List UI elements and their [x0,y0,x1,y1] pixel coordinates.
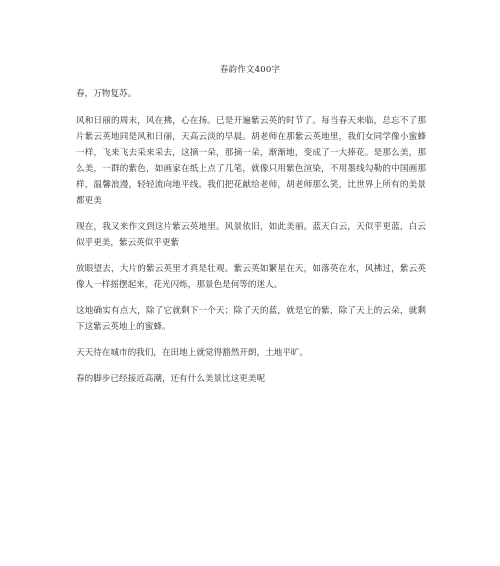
paragraph-2: 风和日丽的周末，风在拂，心在扬。已是开遍紫云英的时节了。每当春天来临，总忘不了那片紫云英地同是风和日丽，天高云淡的早晨。胡老师在那紫云英地里，我们女同学像小蜜蜂一样，飞来飞去采来采去，这摘一朵，那摘一朵，渐渐地，变成了一大捧花。是那么美，那么美，一群的紫色，如画家在纸上点了几笔，就像只用紫色渲染，不用墨线勾勒的中国画那样，温馨浪漫，轻轻流向地平线。我们把花献给老师，胡老师那么笑，比世界上所有的美景都更美 [76,116,426,206]
paragraph-3: 现在，我又来作文到这片紫云英地里。风景依旧，如此美丽。蓝天白云，天似乎更蓝，白云似乎更美，紫云英似乎更紫 [76,222,426,248]
document-title: 春韵作文400字 [219,65,281,75]
paragraph-6: 天天待在城市的我们，在田地上就觉得豁然开朗，土地平旷。 [76,348,309,358]
document-body [76,86,426,387]
paragraph-4: 放眼望去，大片的紫云英里才真是壮观。紫云英如繁星在天，如落英在水，风拂过，紫云英像人一样摇摆起来，花光闪烁，那景色是何等的迷人。 [76,264,426,290]
paragraph-5: 这地确实有点大，除了它就剩下一个天；除了天的蓝，就是它的紫，除了天上的云朵，就剩下这紫云英地上的蜜蜂。 [76,306,426,332]
paragraph-1: 春，万物复苏。 [76,89,137,99]
paragraph-7: 春的脚步已经接近高潮，还有什么美景比这更美呢 [76,374,266,384]
